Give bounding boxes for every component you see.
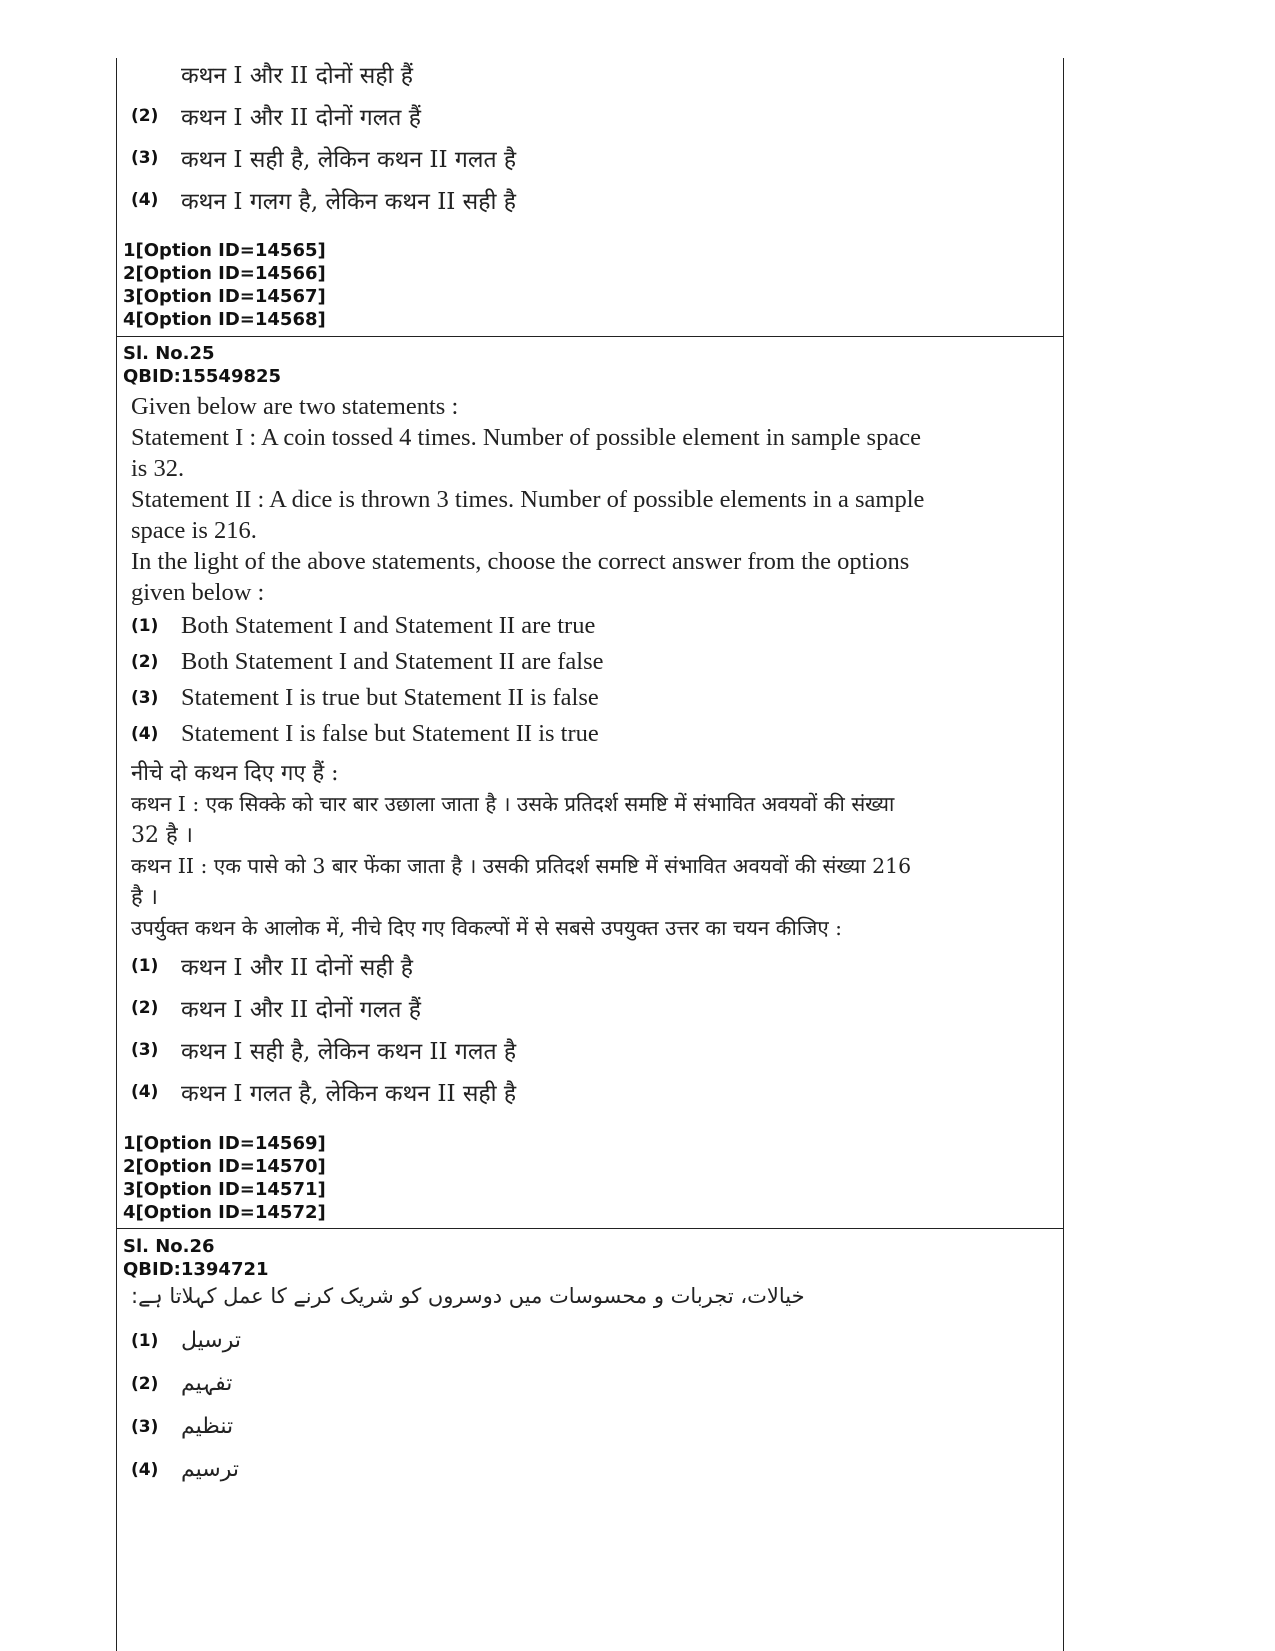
section-divider	[117, 336, 1063, 337]
option-text: कथन I गलग है, लेकिन कथन II सही है	[181, 189, 516, 215]
option-number: (1)	[131, 956, 159, 976]
q25-option-ids	[123, 1132, 326, 1224]
q26-option-3	[131, 1414, 233, 1439]
prev-option-1	[131, 58, 413, 90]
option-id: 1[Option ID=14565]	[123, 240, 326, 261]
option-text: कथन I और II दोनों गलत हैं	[181, 105, 421, 131]
question-sheet	[116, 58, 1064, 1651]
prev-option-4	[131, 184, 516, 216]
option-text: ترسیم	[181, 1457, 239, 1482]
q26-urdu-question: خیالات، تجربات و محسوسات میں دوسروں کو شریک کرنے کا عمل کہلاتا ہے:	[131, 1284, 805, 1308]
q25-hi-option-4	[131, 1076, 516, 1108]
option-id: 2[Option ID=14570]	[123, 1156, 326, 1177]
option-text: कथन I सही है, लेकिन कथन II गलत है	[181, 1039, 517, 1065]
q25-hi-option-3	[131, 1034, 516, 1066]
option-number: (3)	[131, 1416, 159, 1437]
option-id: 1[Option ID=14569]	[123, 1133, 326, 1154]
q25-en-option-2	[131, 646, 603, 677]
option-number: (2)	[131, 1373, 159, 1394]
option-id: 4[Option ID=14572]	[123, 1202, 326, 1223]
option-id: 3[Option ID=14571]	[123, 1179, 326, 1200]
option-text: Both Statement I and Statement II are false	[181, 648, 604, 675]
option-text: कथन I और II दोनों गलत हैं	[181, 997, 421, 1023]
option-id: 3[Option ID=14567]	[123, 286, 326, 307]
q26-option-4	[131, 1457, 239, 1482]
option-number: (2)	[131, 106, 159, 126]
section-divider	[117, 1228, 1063, 1229]
option-number: (3)	[131, 1040, 159, 1060]
q26-option-1	[131, 1328, 241, 1353]
option-number: (4)	[131, 190, 159, 210]
serial-number: Sl. No.26	[123, 1236, 215, 1257]
option-text: कथन I गलत है, लेकिन कथन II सही है	[181, 1081, 517, 1107]
option-number: (2)	[131, 651, 159, 672]
option-number: (1)	[131, 1330, 159, 1351]
option-number: (1)	[131, 615, 159, 636]
option-text: Both Statement I and Statement II are true	[181, 612, 596, 639]
q25-english-question: Given below are two statements : Statement I : A coin tossed 4 times. Number of possible element in sample space is 32. Statement II : A dice is thrown 3 times. Number of possible elements in a sample space is 216. In the light of the above statements, choose the correct answer from the options given below :	[131, 393, 925, 606]
q25-en-option-1	[131, 610, 595, 641]
prev-option-ids	[123, 239, 326, 331]
option-text: कथन I और II दोनों सही हैं	[181, 63, 414, 89]
option-number: (4)	[131, 723, 159, 744]
q25-meta	[123, 342, 281, 388]
q25-en-option-4	[131, 718, 599, 749]
option-text: Statement I is true but Statement II is false	[181, 684, 599, 711]
qbid: QBID:1394721	[123, 1259, 269, 1280]
q25-hi-option-1	[131, 950, 413, 982]
q25-hi-option-2	[131, 992, 421, 1024]
option-number: (3)	[131, 687, 159, 708]
prev-option-3	[131, 142, 516, 174]
option-number: (2)	[131, 998, 159, 1018]
option-text: कथन I सही है, लेकिन कथन II गलत है	[181, 147, 517, 173]
prev-option-2	[131, 100, 421, 132]
option-text: تنظیم	[181, 1414, 234, 1439]
option-number: (3)	[131, 148, 159, 168]
option-text: تفہیم	[181, 1371, 233, 1396]
option-text: कथन I और II दोनों सही है	[181, 955, 414, 981]
option-id: 4[Option ID=14568]	[123, 309, 326, 330]
option-text: Statement I is false but Statement II is true	[181, 720, 599, 747]
option-text: ترسیل	[181, 1328, 241, 1353]
q26-option-2	[131, 1371, 232, 1396]
q26-meta	[123, 1235, 269, 1281]
q25-hindi-question: नीचे दो कथन दिए गए हैं : कथन I : एक सिक्के को चार बार उछाला जाता है । उसके प्रतिदर्श समष्टि में संभावित अवयवों की संख्या 32 है । कथन II : एक पासे को 3 बार फेंका जाता है । उसकी प्रतिदर्श समष्टि में संभावित अवयवों की संख्या 216 है । उपर्युक्त कथन के आलोक में, नीचे दिए गए विकल्पों में से सबसे उपयुक्त उत्तर का चयन कीजिए :	[131, 761, 912, 940]
option-number: (4)	[131, 1459, 159, 1480]
qbid: QBID:15549825	[123, 366, 282, 387]
q25-en-option-3	[131, 682, 599, 713]
option-number: (4)	[131, 1082, 159, 1102]
serial-number: Sl. No.25	[123, 343, 215, 364]
option-id: 2[Option ID=14566]	[123, 263, 326, 284]
